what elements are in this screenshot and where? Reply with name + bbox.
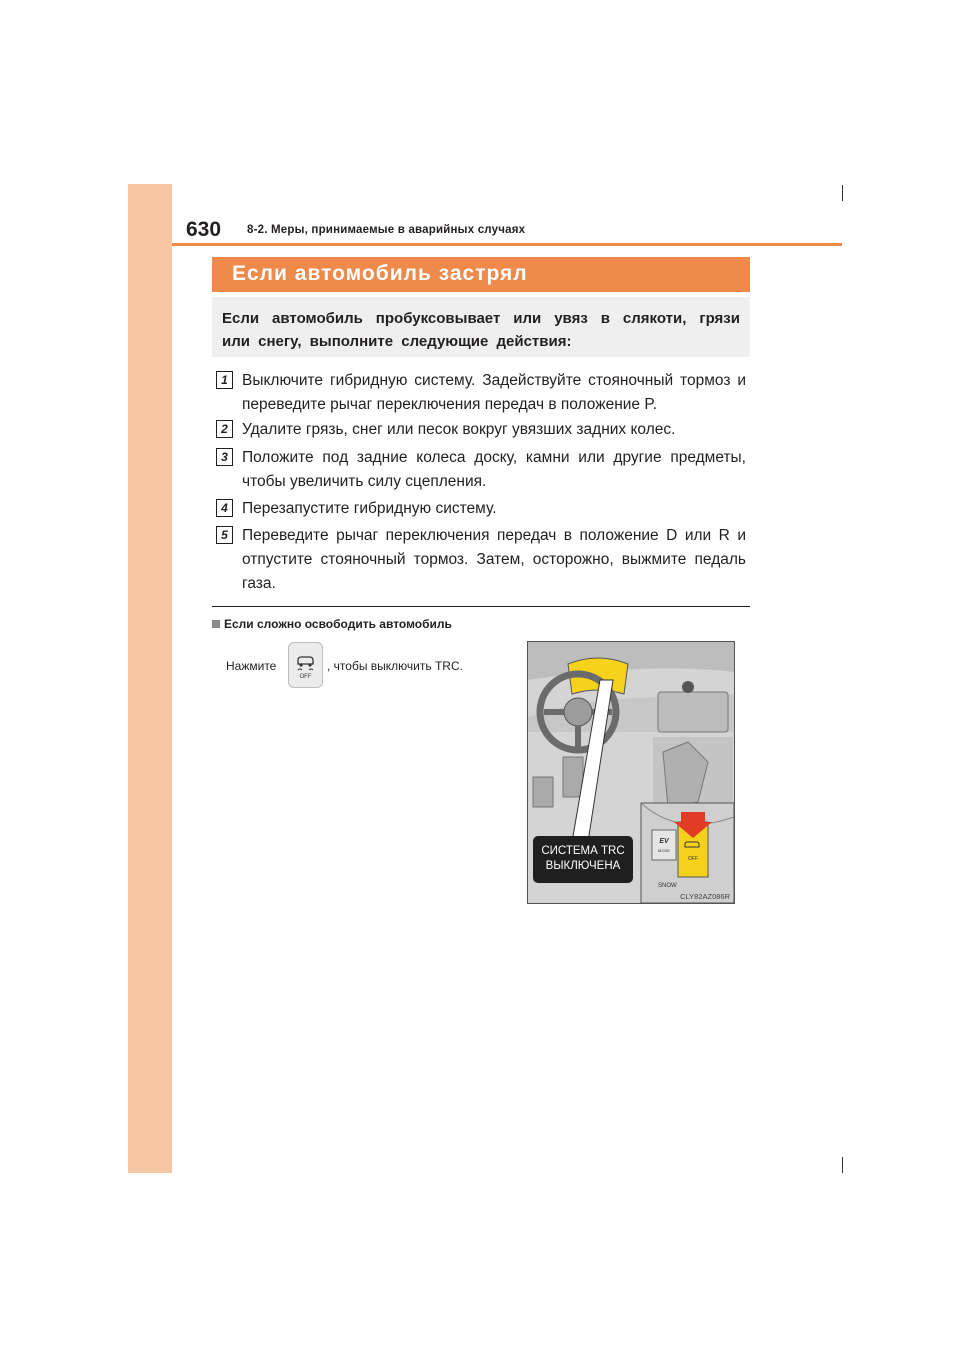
figure-code: CLY82AZ086R (680, 892, 730, 901)
step-number: 4 (216, 499, 233, 517)
button-off-label: OFF (299, 674, 312, 680)
ev-label: EV (659, 838, 669, 845)
topic-title: Если автомобиль застрял (232, 262, 528, 285)
step-text: Удалите грязь, снег или песок вокруг увязших задних колес. (242, 421, 676, 438)
note-text-before: Нажмите (226, 659, 277, 673)
ev-mode-label: MODE (658, 848, 670, 853)
step-number: 3 (216, 448, 233, 466)
section-title: 8-2. Меры, принимаемые в аварийных случаях (247, 224, 526, 236)
topic-banner (212, 257, 750, 292)
trc-off-icon (289, 643, 322, 687)
trc-off-button-image (288, 642, 323, 688)
square-bullet-icon (212, 620, 220, 628)
step-text: Перезапустите гибридную систему. (242, 500, 497, 517)
intro-text: Если автомобиль пробуксовывает или увяз в слякоти, грязи или снегу, выполните следующие действия: (222, 310, 740, 350)
note-heading-text: Если сложно освободить автомобиль (224, 617, 452, 631)
step-number: 5 (216, 526, 233, 544)
note-heading (212, 617, 452, 631)
step-text: Переведите рычаг переключения передач в положение D или R и отпустите стояночный тормоз. Затем, осторожно, выжмите педаль газа. (242, 527, 746, 592)
trc-off-indicator-label (533, 836, 633, 883)
indicator-line-2: ВЫКЛЮЧЕНА (545, 860, 621, 872)
header-rule (172, 243, 842, 246)
step-number: 2 (216, 420, 233, 438)
figure-off-label: OFF (688, 856, 698, 862)
step-text: Выключите гибридную систему. Задействуйте стояночный тормоз и переведите рычаг переключения передач в положение P. (242, 372, 746, 413)
crop-mark-bottom (842, 1157, 843, 1173)
note-text-after: , чтобы выключить TRC. (327, 659, 463, 673)
crop-mark-top (842, 185, 843, 201)
dashboard-illustration (527, 641, 735, 904)
section-divider (212, 606, 750, 607)
step-number: 1 (216, 371, 233, 389)
page-number: 630 (186, 218, 222, 241)
step-text: Положите под задние колеса доску, камни или другие предметы, чтобы увеличить силу сцепления. (242, 449, 746, 490)
side-color-band (128, 184, 172, 1173)
intro-box (212, 297, 750, 357)
indicator-line-1: СИСТЕМА TRC (541, 845, 625, 857)
snow-label: SNOW (658, 883, 677, 889)
